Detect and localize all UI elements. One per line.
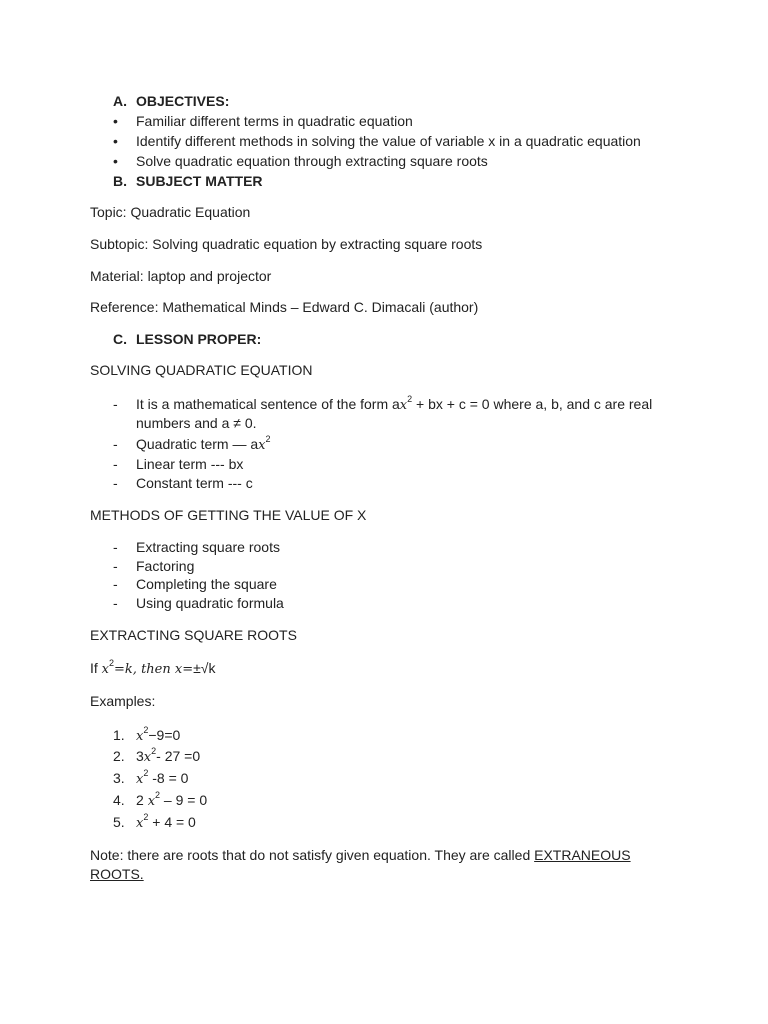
dash-marker: - bbox=[113, 436, 118, 452]
note-line-2: ROOTS. bbox=[90, 866, 144, 882]
example-item-5: $x^2 + 4 = 0$ bbox=[136, 812, 196, 831]
bullet-marker: • bbox=[113, 113, 118, 129]
example-number: 1. bbox=[113, 727, 125, 743]
bullet-marker: • bbox=[113, 153, 118, 169]
example-number: 4. bbox=[113, 792, 125, 808]
example-item-3: $x^2$ -8 = 0 bbox=[136, 768, 189, 787]
definition-line-1: It is a mathematical sentence of the form $ax^2$ + bx + c = 0 where a, b, and c are real bbox=[136, 394, 653, 413]
section-title-extracting: EXTRACTING SQUARE ROOTS bbox=[90, 627, 297, 643]
lesson-proper-heading: LESSON PROPER: bbox=[136, 331, 262, 347]
section-title-solving: SOLVING QUADRATIC EQUATION bbox=[90, 362, 313, 378]
section-a-marker: A. bbox=[113, 93, 127, 109]
dash-marker: - bbox=[113, 539, 118, 555]
example-number: 2. bbox=[113, 748, 125, 764]
subtopic-line: Subtopic: Solving quadratic equation by extracting square roots bbox=[90, 236, 483, 252]
extracting-rule: If $x^2=k$, then x=±√k bbox=[90, 658, 216, 677]
dash-marker: - bbox=[113, 475, 118, 491]
method-item-3: Completing the square bbox=[136, 576, 277, 592]
material-line: Material: laptop and projector bbox=[90, 268, 272, 284]
examples-label: Examples: bbox=[90, 693, 156, 709]
section-c-marker: C. bbox=[113, 331, 127, 347]
example-number: 5. bbox=[113, 814, 125, 830]
note-line-1: Note: there are roots that do not satisfy given equation. They are called EXTRANEOUS bbox=[90, 847, 631, 863]
topic-line: Topic: Quadratic Equation bbox=[90, 204, 251, 220]
bullet-marker: • bbox=[113, 133, 118, 149]
dash-marker: - bbox=[113, 576, 118, 592]
example-item-4: 2 $x^2 - 9 = 0$ bbox=[136, 790, 208, 809]
dash-marker: - bbox=[113, 558, 118, 574]
method-item-4: Using quadratic formula bbox=[136, 595, 284, 611]
method-item-1: Extracting square roots bbox=[136, 539, 280, 555]
dash-marker: - bbox=[113, 595, 118, 611]
dash-marker: - bbox=[113, 456, 118, 472]
section-b-marker: B. bbox=[113, 173, 127, 189]
definition-line-2: numbers and a ≠ 0. bbox=[136, 415, 257, 431]
extraneous-emphasis: EXTRANEOUS bbox=[534, 847, 631, 863]
method-item-2: Factoring bbox=[136, 558, 195, 574]
linear-term-line: Linear term --- bx bbox=[136, 456, 244, 472]
example-number: 3. bbox=[113, 770, 125, 786]
example-item-2: $3x^2-$ 27 =0 bbox=[136, 746, 201, 765]
constant-term-line: Constant term --- c bbox=[136, 475, 253, 491]
section-title-methods: METHODS OF GETTING THE VALUE OF X bbox=[90, 507, 367, 523]
subject-matter-heading: SUBJECT MATTER bbox=[136, 173, 263, 189]
example-item-1: $x^2-9=0$ bbox=[136, 725, 181, 744]
objective-item-1: Familiar different terms in quadratic equation bbox=[136, 113, 413, 129]
reference-line: Reference: Mathematical Minds – Edward C. Dimacali (author) bbox=[90, 299, 479, 315]
objectives-heading: OBJECTIVES: bbox=[136, 93, 230, 109]
objective-item-2: Identify different methods in solving the value of variable x in a quadratic equation bbox=[136, 133, 641, 149]
dash-marker: - bbox=[113, 396, 118, 412]
objective-item-3: Solve quadratic equation through extracting square roots bbox=[136, 153, 488, 169]
quadratic-term-line: Quadratic term — $ax^2$ bbox=[136, 434, 271, 453]
